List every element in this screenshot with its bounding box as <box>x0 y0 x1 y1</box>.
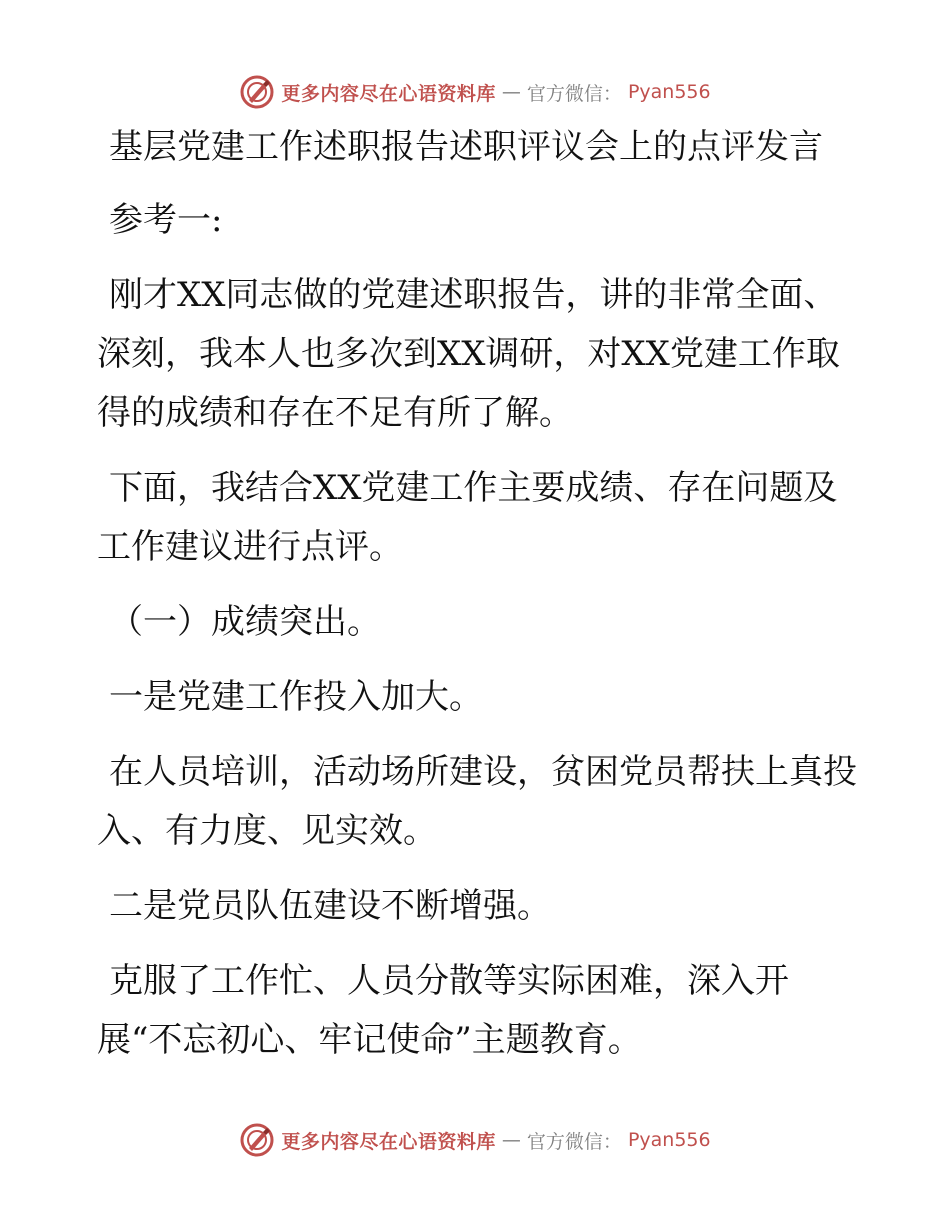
seal-logo-icon <box>239 74 275 110</box>
watermark-brand: 更多内容尽在心语资料库 <box>281 1130 496 1153</box>
watermark-separator: — <box>501 1129 521 1151</box>
document-title: 基层党建工作述职报告述职评议会上的点评发言 <box>109 127 823 167</box>
paragraph: 下面，我结合XX党建工作主要成绩、存在问题及工作建议进行点评。 <box>97 468 838 567</box>
watermark-wechat-handle: Pyan556 <box>627 1129 711 1151</box>
watermark-wechat-label: 官方微信： <box>526 1130 622 1153</box>
seal-logo-icon <box>239 1122 275 1158</box>
watermark-brand: 更多内容尽在心语资料库 <box>281 82 496 105</box>
document-body <box>97 118 857 1086</box>
watermark-wechat-handle: Pyan556 <box>627 81 711 103</box>
paragraph: 在人员培训，活动场所建设，贫困党员帮扶上真投入、有力度、见实效。 <box>97 752 857 851</box>
footer-watermark <box>0 1120 950 1160</box>
header-watermark <box>0 72 950 112</box>
paragraph: 二是党员队伍建设不断增强。 <box>109 886 551 926</box>
watermark-wechat-label: 官方微信： <box>526 82 622 105</box>
paragraph: 参考一: <box>109 200 223 240</box>
paragraph: （一）成绩突出。 <box>109 602 381 642</box>
paragraph: 刚才XX同志做的党建述职报告，讲的非常全面、深刻，我本人也多次到XX调研，对XX党建工作取得的成绩和存在不足有所了解。 <box>97 275 840 433</box>
watermark-separator: — <box>501 81 521 103</box>
paragraph: 一是党建工作投入加大。 <box>109 677 483 717</box>
paragraph: 克服了工作忙、人员分散等实际困难，深入开展“不忘初心、牢记使命”主题教育。 <box>97 961 789 1060</box>
